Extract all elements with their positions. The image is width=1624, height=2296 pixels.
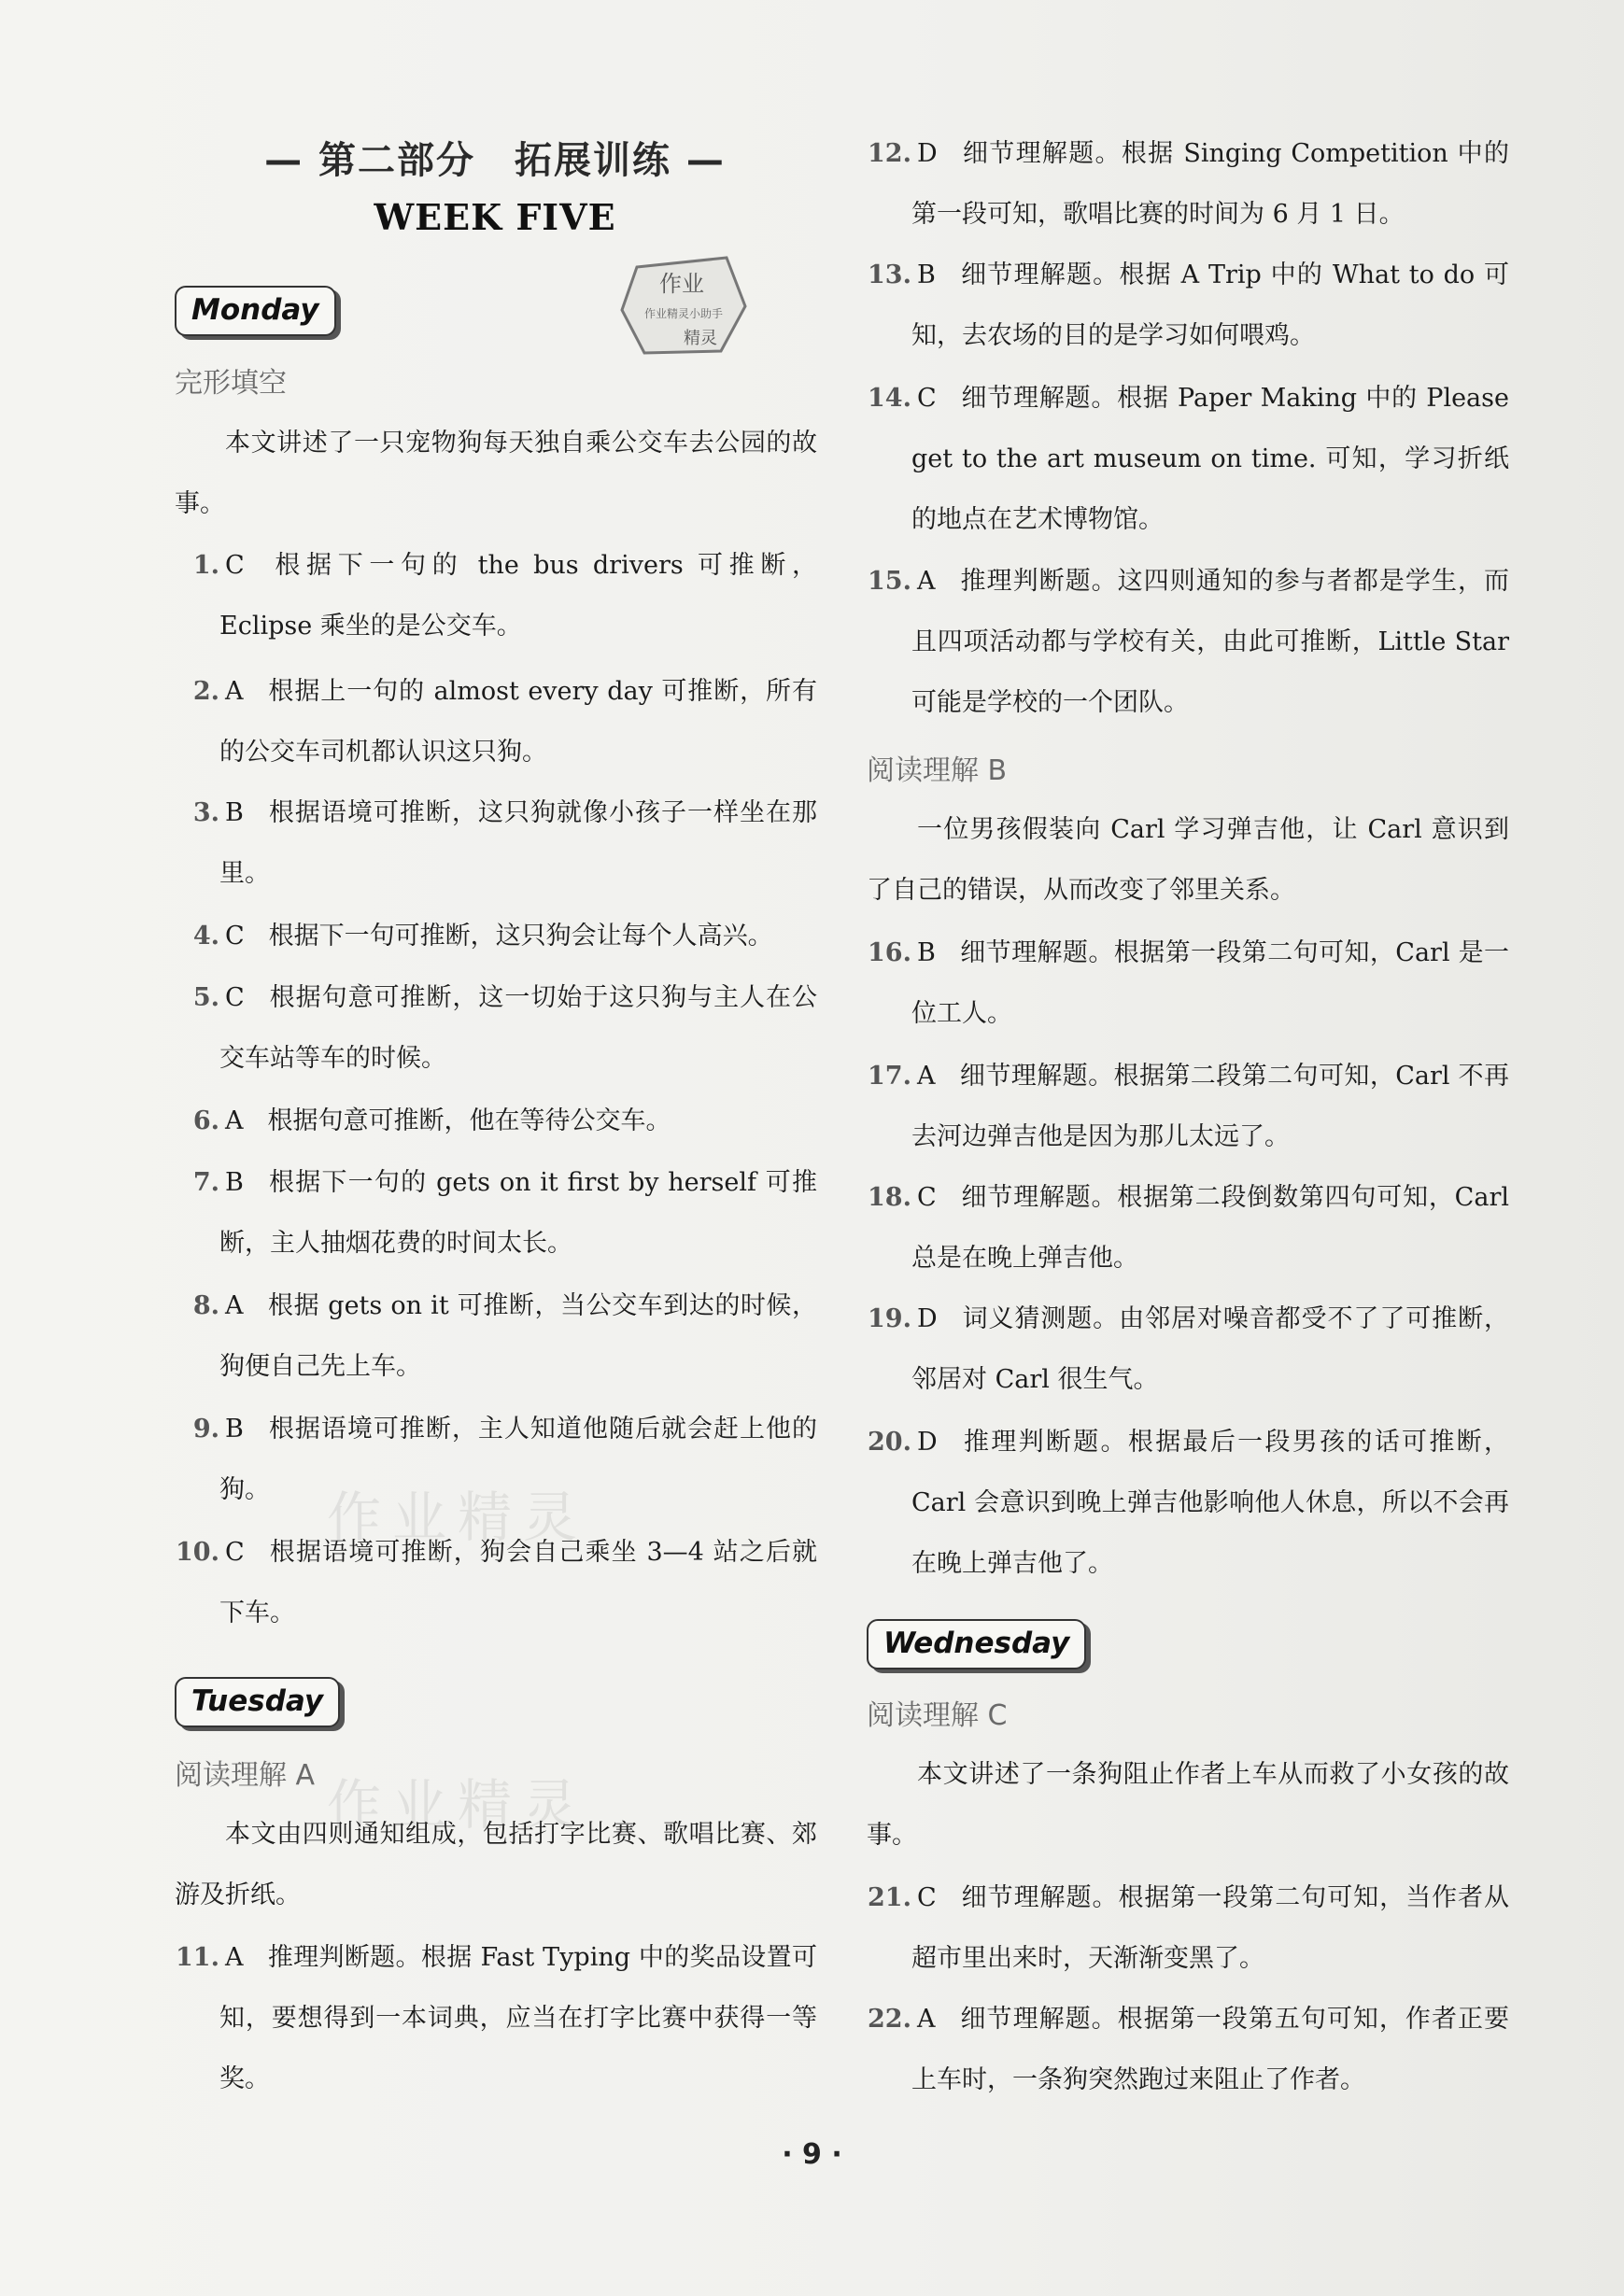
monday-intro: 本文讲述了一只宠物狗每天独自乘公交车去公园的故事。: [175, 429, 817, 518]
wednesday-tag: Wednesday: [867, 1619, 1086, 1669]
list-item: 17. A 细节理解题。根据第二段第二句可知，Carl 不再去河边弹吉他是因为那儿太远了。: [868, 1062, 1509, 1151]
list-item: 10. C 根据语境可推断，狗会自己乘坐 3—4 站之后就下车。: [176, 1538, 817, 1627]
list-item: 9. B 根据语境可推断，主人知道他随后就会赶上他的狗。: [192, 1415, 817, 1504]
list-item: 12. D 细节理解题。根据 Singing Competition 中的第一段可知，歌唱比赛的时间为 6 月 1 日。: [868, 139, 1509, 229]
list-item: 20. D 推理判断题。根据最后一段男孩的话可推断，Carl 会意识到晚上弹吉他影响他人休息，所以不会再在晚上弹吉他了。: [868, 1428, 1509, 1578]
watermark: 作业精灵: [327, 1773, 589, 1837]
wednesday-intro: 本文讲述了一条狗阻止作者上车从而救了小女孩的故事。: [867, 1760, 1509, 1850]
list-item: 13. B 细节理解题。根据 A Trip 中的 What to do 可知，去农场的目的是学习如何喂鸡。: [868, 261, 1509, 350]
list-item: 7. B 根据下一句的 gets on it first by herself 可推断，主人抽烟花费的时间太长。: [192, 1168, 817, 1258]
reading-b-section-heading: 阅读理解 B: [867, 754, 1008, 787]
list-item: 5. C 根据句意可推断，这一切始于这只狗与主人在公交车站等车的时候。: [192, 983, 817, 1073]
svg-text:作业: 作业: [659, 271, 704, 297]
part-title: — 第二部分 拓展训练 —: [264, 139, 726, 182]
tuesday-intro: 本文由四则通知组成，包括打字比赛、歌唱比赛、郊游及折纸。: [175, 1820, 817, 1909]
list-item: 14. C 细节理解题。根据 Paper Making 中的 Please get to the art museum on time. 可知，学习折纸的地点在艺术博物馆。: [868, 384, 1509, 534]
svg-text:精灵: 精灵: [684, 329, 717, 348]
week-title: WEEK FIVE: [374, 196, 616, 238]
list-item: 1. C 根据下一句的 the bus drivers 可推断，Eclipse 乘坐的是公交车。: [192, 551, 817, 641]
page-number: · 9 ·: [782, 2138, 842, 2171]
homework-stamp-logo: [616, 250, 752, 360]
list-item: 21. C 细节理解题。根据第一段第二句可知，当作者从超市里出来时，天渐渐变黑了。: [868, 1883, 1509, 1973]
list-item: 4. C 根据下一句可推断，这只狗会让每个人高兴。: [192, 922, 773, 951]
list-item: 3. B 根据语境可推断，这只狗就像小孩子一样坐在那里。: [192, 798, 817, 888]
list-item: 16. B 细节理解题。根据第一段第二句可知，Carl 是一位工人。: [868, 938, 1509, 1028]
list-item: 19. D 词义猜测题。由邻居对噪音都受不了了可推断，邻居对 Carl 很生气。: [868, 1304, 1509, 1394]
list-item: 8. A 根据 gets on it 可推断，当公交车到达的时候，狗便自己先上车。: [192, 1291, 817, 1381]
reading-c-section-heading: 阅读理解 C: [867, 1699, 1008, 1732]
tuesday-tag: Tuesday: [175, 1677, 340, 1727]
monday-tag: Monday: [175, 286, 336, 336]
svg-text:作业精灵小助手: 作业精灵小助手: [643, 307, 724, 320]
list-item: 2. A 根据上一句的 almost every day 可推断，所有的公交车司机都认识这只狗。: [192, 677, 817, 767]
reading-b-intro: 一位男孩假装向 Carl 学习弹吉他，让 Carl 意识到了自己的错误，从而改变了邻里关系。: [867, 815, 1509, 905]
list-item: 22. A 细节理解题。根据第一段第五句可知，作者正要上车时，一条狗突然跑过来阻止了作者。: [868, 2005, 1509, 2094]
list-item: 11. A 推理判断题。根据 Fast Typing 中的奖品设置可知，要想得到一本词典，应当在打字比赛中获得一等奖。: [176, 1943, 817, 2093]
watermark: 作业精灵: [327, 1486, 589, 1549]
list-item: 15. A 推理判断题。这四则通知的参与者都是学生，而且四项活动都与学校有关，由此可推断，Little Star 可能是学校的一个团队。: [868, 567, 1509, 717]
list-item: 6. A 根据句意可推断，他在等待公交车。: [192, 1106, 671, 1135]
list-item: 18. C 细节理解题。根据第二段倒数第四句可知，Carl 总是在晚上弹吉他。: [868, 1183, 1509, 1273]
cloze-section-heading: 完形填空: [175, 367, 287, 400]
reading-a-section-heading: 阅读理解 A: [175, 1759, 316, 1792]
